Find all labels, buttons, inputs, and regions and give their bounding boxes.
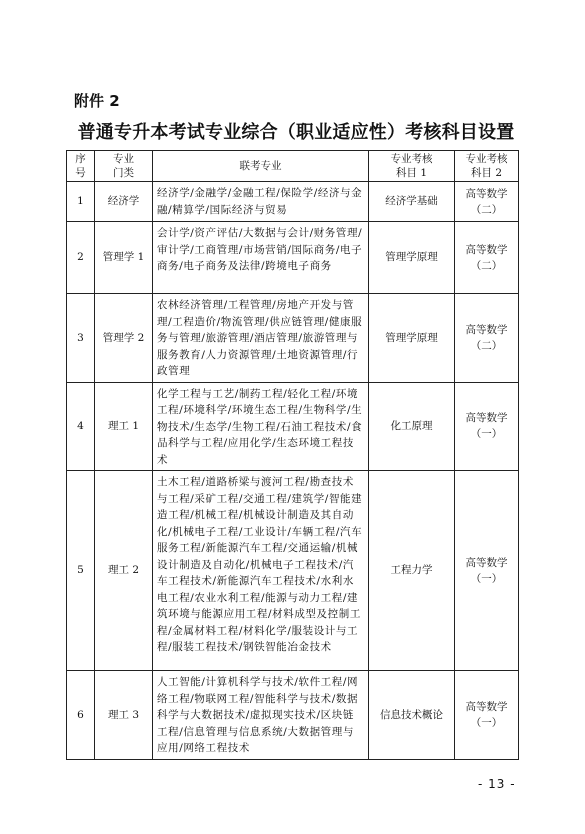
table-header-row [67, 151, 519, 182]
page-number: - 13 - [478, 777, 516, 791]
row-subject1: 经济学基础 [369, 182, 455, 222]
row-number: 5 [67, 471, 95, 671]
row-category: 管理学 2 [95, 294, 153, 383]
row-subject2: 高等数学 （一） [455, 382, 519, 471]
row-subject1: 工程力学 [369, 471, 455, 671]
document-title: 普通专升本考试专业综合（职业适应性）考核科目设置 [77, 122, 515, 143]
row-number: 4 [67, 382, 95, 471]
attachment-label: 附件 2 [74, 92, 120, 110]
table-row [67, 382, 519, 471]
row-subject2: 高等数学 （一） [455, 471, 519, 671]
header-no: 序 号 [67, 151, 95, 182]
table-row [67, 182, 519, 222]
table-row [67, 294, 519, 383]
row-majors: 化学工程与工艺/制药工程/轻化工程/环境工程/环境科学/环境生态工程/生物科学/生物技术/生态学/生物工程/石油工程技术/食品科学与工程/应用化学/生态环境工程技术 [153, 382, 369, 471]
row-subject1: 管理学原理 [369, 222, 455, 294]
row-category: 理工 1 [95, 382, 153, 471]
row-subject1: 化工原理 [369, 382, 455, 471]
row-majors: 人工智能/计算机科学与技术/软件工程/网络工程/物联网工程/智能科学与技术/数据科学与大数据技术/虚拟现实技术/区块链工程/信息管理与信息系统/大数据管理与应用/网络工程技术 [153, 671, 369, 760]
header-majors: 联考专业 [153, 151, 369, 182]
row-number: 2 [67, 222, 95, 294]
row-majors: 经济学/金融学/金融工程/保险学/经济与金融/精算学/国际经济与贸易 [153, 182, 369, 222]
row-majors: 农林经济管理/工程管理/房地产开发与管理/工程造价/物流管理/供应链管理/健康服务与管理/旅游管理/酒店管理/旅游管理与服务教育/人力资源管理/土地资源管理/行政管理 [153, 294, 369, 383]
row-category: 经济学 [95, 182, 153, 222]
subjects-table [66, 150, 519, 760]
header-subject2: 专业考核 科目 2 [455, 151, 519, 182]
row-category: 理工 2 [95, 471, 153, 671]
row-category: 理工 3 [95, 671, 153, 760]
row-majors: 土木工程/道路桥梁与渡河工程/勘查技术与工程/采矿工程/交通工程/建筑学/智能建造工程/机械工程/机械设计制造及其自动化/机械电子工程/工业设计/车辆工程/汽车服务工程/新能源汽车工程/交通运输/机械设计制造及自动化/机械电子工程技术/汽车工程技术/新能源汽车工程技术/水利水电工程/农业水利工程/能源与动力工程/建筑环境与能源应用工程/材料成型及控制工程/金属材料工程/材料化学/服装设计与工程/服装工程技术/钢铁智能冶金技术 [153, 471, 369, 671]
row-majors: 会计学/资产评估/大数据与会计/财务管理/审计学/工商管理/市场营销/国际商务/电子商务/电子商务及法律/跨境电子商务 [153, 222, 369, 294]
row-subject2: 高等数学 （一） [455, 671, 519, 760]
row-number: 6 [67, 671, 95, 760]
table-row [67, 671, 519, 760]
row-number: 3 [67, 294, 95, 383]
row-number: 1 [67, 182, 95, 222]
header-category: 专业 门类 [95, 151, 153, 182]
table-row [67, 471, 519, 671]
row-category: 管理学 1 [95, 222, 153, 294]
header-subject1: 专业考核 科目 1 [369, 151, 455, 182]
row-subject2: 高等数学 （二） [455, 182, 519, 222]
row-subject2: 高等数学 （二） [455, 294, 519, 383]
row-subject1: 管理学原理 [369, 294, 455, 383]
row-subject1: 信息技术概论 [369, 671, 455, 760]
row-subject2: 高等数学 （二） [455, 222, 519, 294]
table-row [67, 222, 519, 294]
